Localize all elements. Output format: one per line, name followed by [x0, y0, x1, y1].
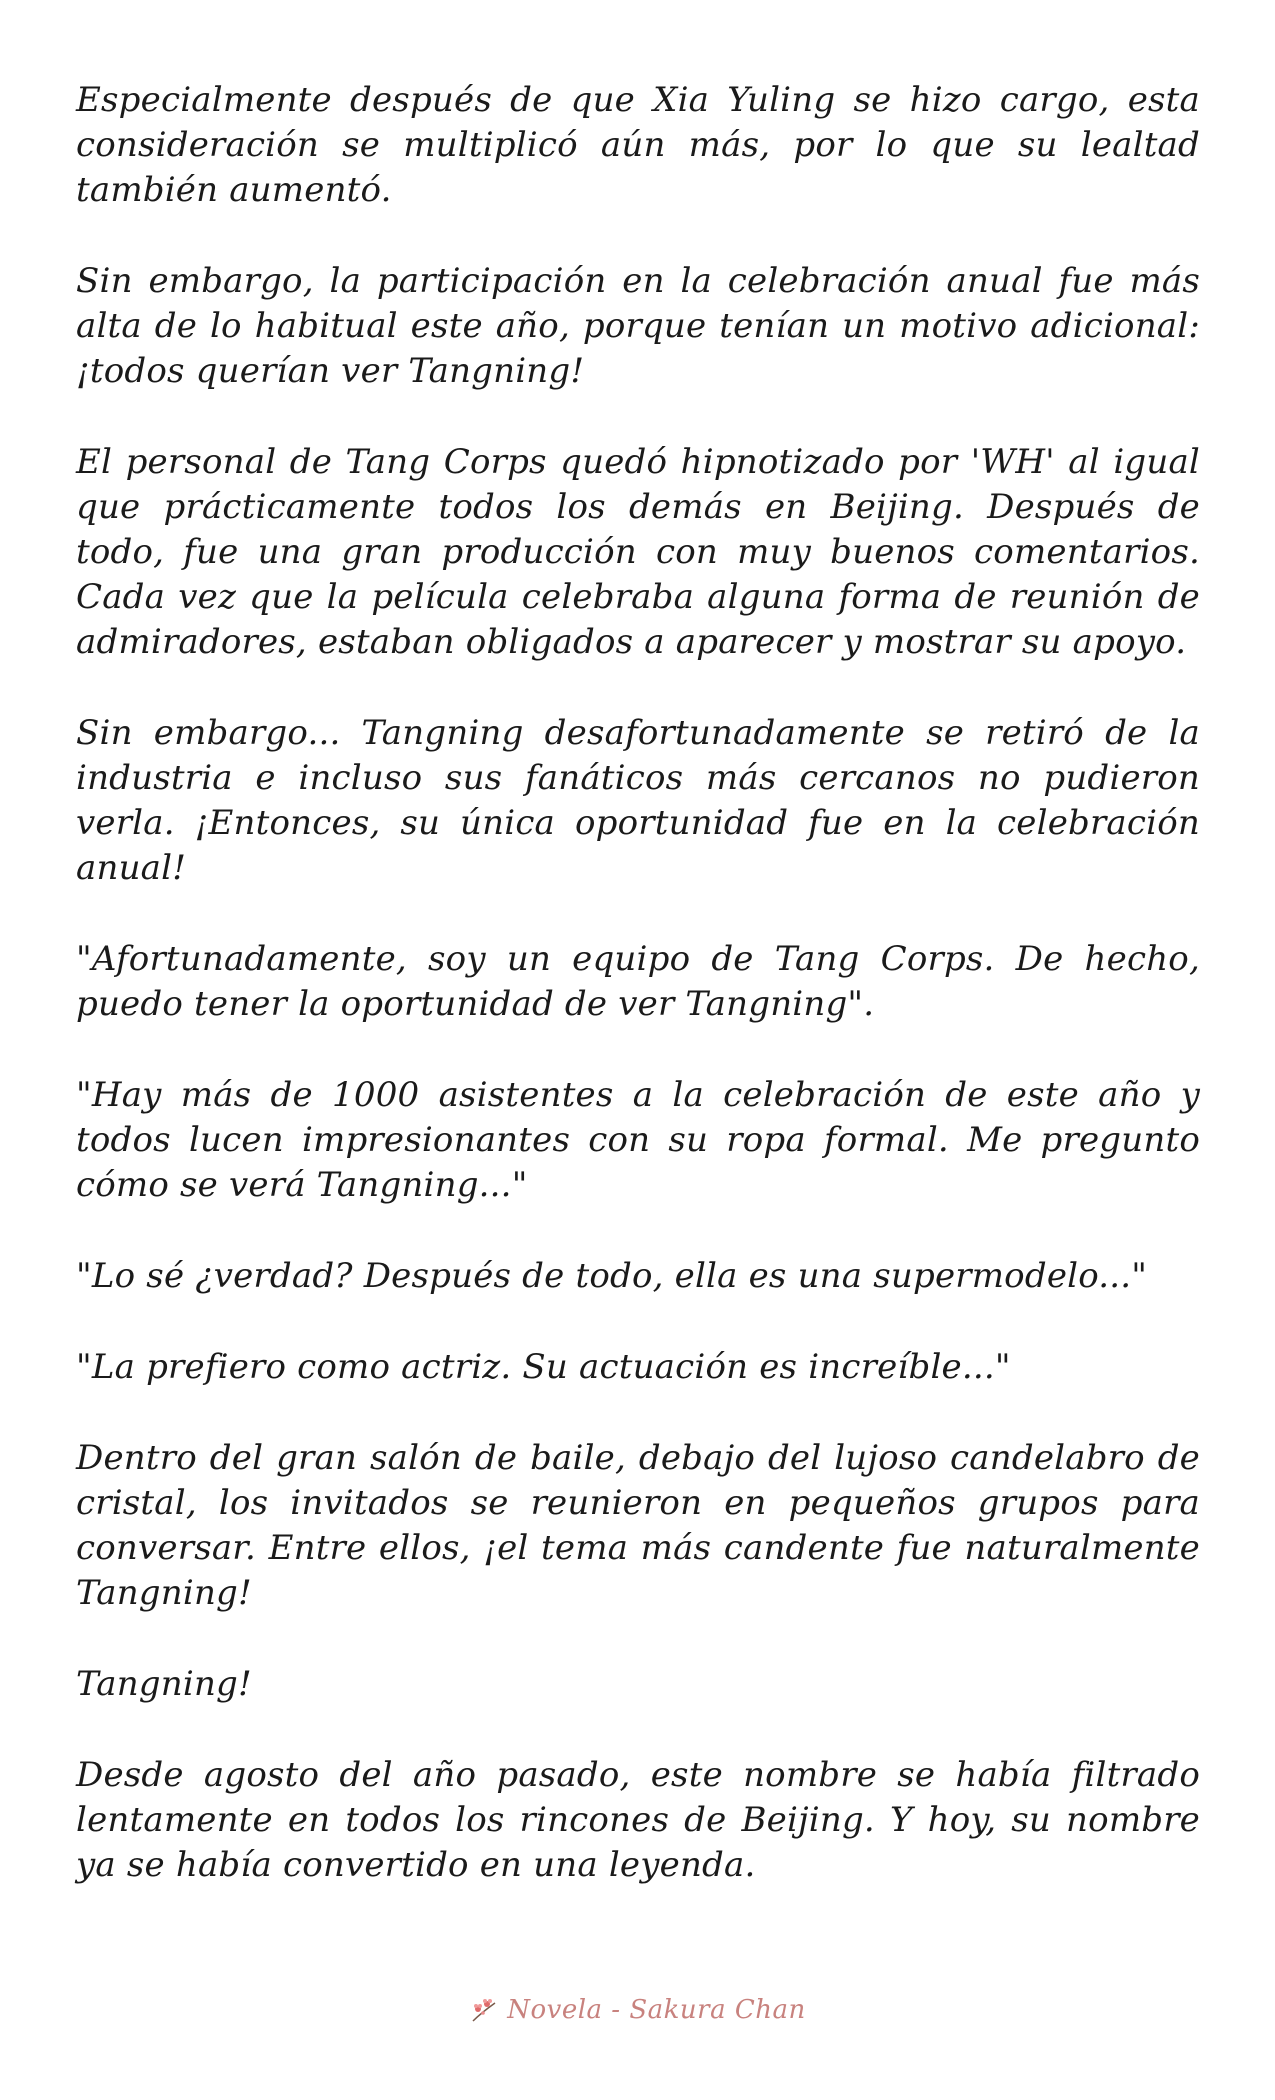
- paragraph: Sin embargo, la participación en la celebración anual fue más alta de lo habitual este año, porque tenían un motivo adicional: ¡todos querían ver Tangning!: [76, 261, 1200, 391]
- sakura-blossom-icon: [469, 1995, 499, 2025]
- document-body: [76, 78, 1200, 1934]
- paragraph: El personal de Tang Corps quedó hipnotizado por 'WH' al igual que prácticamente todos los demás en Beijing. Después de todo, fue una gran producción con muy buenos comentarios. Cada vez que la película celebraba alguna forma de reunión de admiradores, estaban obligados a aparecer y mostrar su apoyo.: [76, 442, 1200, 662]
- paragraph: Sin embargo... Tangning desafortunadamente se retiró de la industria e incluso sus fanáticos más cercanos no pudieron verla. ¡Entonces, su única oportunidad fue en la celebración anual!: [76, 713, 1200, 888]
- paragraph: Dentro del gran salón de baile, debajo del lujoso candelabro de cristal, los invitados se reunieron en pequeños grupos para conversar. Entre ellos, ¡el tema más candente fue naturalmente Tangning!: [76, 1438, 1200, 1613]
- paragraph: Especialmente después de que Xia Yuling se hizo cargo, esta consideración se multiplicó aún más, por lo que su lealtad también aumentó.: [76, 80, 1200, 210]
- paragraph: Desde agosto del año pasado, este nombre se había filtrado lentamente en todos los rincones de Beijing. Y hoy, su nombre ya se había convertido en una leyenda.: [76, 1755, 1200, 1885]
- paragraph: Tangning!: [76, 1664, 252, 1704]
- paragraph: "Lo sé ¿verdad? Después de todo, ella es una supermodelo...": [76, 1256, 1148, 1296]
- footer-credit-text: Novela - Sakura Chan: [507, 1995, 806, 2025]
- paragraph: "Hay más de 1000 asistentes a la celebración de este año y todos lucen impresionantes con su ropa formal. Me pregunto cómo se verá Tangning...": [76, 1075, 1200, 1205]
- paragraph: "La prefiero como actriz. Su actuación es increíble...": [76, 1347, 1011, 1387]
- paragraph: "Afortunadamente, soy un equipo de Tang Corps. De hecho, puedo tener la oportunidad de ver Tangning".: [76, 939, 1200, 1024]
- footer-credit: [0, 1995, 1275, 2025]
